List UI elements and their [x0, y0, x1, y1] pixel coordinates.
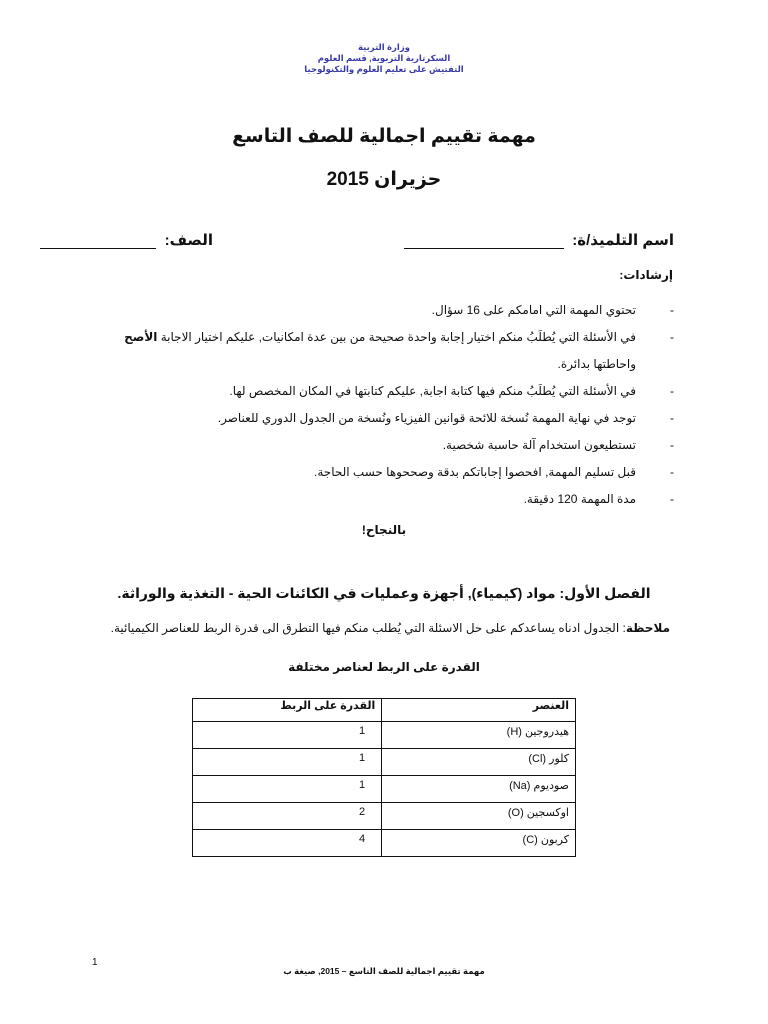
- instruction-item: - في الأسئلة التي يُطلَبُ منكم فيها كتابة اجابة, عليكم كتابتها في المكان المخصص لها.: [229, 384, 674, 398]
- instruction-continuation: واحاطتها بدائرة.: [557, 357, 636, 371]
- page-footer: مهمة تقييم اجمالية للصف التاسع – 2015, صيغة ب: [283, 966, 485, 976]
- instruction-item: - قبل تسليم المهمة, افحصوا إجاباتكم بدقة وصححوها حسب الحاجة.: [314, 465, 674, 479]
- element-cell: صوديوم (Na): [382, 776, 576, 803]
- instruction-item: - في الأسئلة التي يُطلَبُ منكم اختيار إجابة واحدة صحيحة من بين عدة امكانيات, عليكم اختيار الاجابة الأصح واحاطتها بدائرة.: [104, 324, 674, 378]
- instruction-text: تحتوي المهمة التي امامكم على 16 سؤال.: [431, 303, 636, 317]
- instruction-item: - مدة المهمة 120 دقيقة.: [523, 492, 674, 506]
- element-cell: كلور (Cl): [382, 749, 576, 776]
- class-field: [40, 231, 213, 249]
- instruction-item: - تستطيعون استخدام آلة حاسبة شخصية.: [442, 438, 674, 452]
- capacity-value: 2: [359, 806, 366, 818]
- column-header-capacity: القدرة على الربط: [193, 699, 382, 722]
- document-title: مهمة تقييم اجمالية للصف التاسع: [232, 126, 536, 147]
- capacity-cell: [193, 803, 382, 830]
- student-name-blank[interactable]: [404, 234, 564, 249]
- class-label: الصف:: [164, 232, 213, 249]
- instruction-text: توجد في نهاية المهمة نُسخة للائحة قوانين الفيزياء ونُسخة من الجدول الدوري للعناصر.: [217, 411, 636, 425]
- element-cell: اوكسجين (O): [382, 803, 576, 830]
- instruction-item: - توجد في نهاية المهمة نُسخة للائحة قوانين الفيزياء ونُسخة من الجدول الدوري للعناصر.: [217, 411, 674, 425]
- table-row: [193, 830, 576, 857]
- instruction-text: تستطيعون استخدام آلة حاسبة شخصية.: [442, 438, 636, 452]
- capacity-cell: [193, 830, 382, 857]
- instructions-heading: إرشادات:: [619, 268, 673, 282]
- capacity-cell: [193, 776, 382, 803]
- instruction-item: - تحتوي المهمة التي امامكم على 16 سؤال.: [431, 303, 674, 317]
- student-name-label: اسم التلميذ/ة:: [572, 232, 674, 249]
- capacity-cell: [193, 749, 382, 776]
- ministry-header: [0, 42, 768, 75]
- student-name-field: [404, 231, 674, 249]
- chapter-heading: الفصل الأول: مواد (كيمياء), أجهزة وعمليات في الكائنات الحية - التغذية والوراثة.: [117, 585, 651, 601]
- note-paragraph: [111, 621, 670, 635]
- element-cell: كربون (C): [382, 830, 576, 857]
- note-text: : الجدول ادناه يساعدكم على حل الاسئلة التي يُطلب منكم فيها التطرق الى قدرة الربط للعناصر الكيميائية.: [110, 621, 626, 635]
- column-header-element: العنصر: [382, 699, 576, 722]
- instruction-text: في الأسئلة التي يُطلَبُ منكم فيها كتابة اجابة, عليكم كتابتها في المكان المخصص لها.: [229, 384, 636, 398]
- table-title: القدرة على الربط لعناصر مختلفة: [288, 660, 480, 674]
- capacity-value: 4: [359, 833, 366, 845]
- document-date: حزيران 2015: [326, 169, 442, 190]
- page-number: 1: [92, 957, 98, 968]
- instructions-list: [104, 297, 674, 513]
- instruction-text: في الأسئلة التي يُطلَبُ منكم اختيار إجابة واحدة صحيحة من بين عدة امكانيات, عليكم اختيار الاجابة: [157, 330, 636, 344]
- good-luck-text: بالنجاح!: [361, 523, 407, 537]
- note-label: ملاحظة: [625, 621, 670, 635]
- table-row: [193, 776, 576, 803]
- header-line-inspection: التفتيش على تعليم العلوم والتكنولوجيا: [304, 64, 464, 74]
- table-row: [193, 722, 576, 749]
- capacity-cell: [193, 722, 382, 749]
- table-header-row: [193, 699, 576, 722]
- header-line-ministry: وزارة التربية: [357, 42, 411, 52]
- bonding-capacity-table: [192, 698, 576, 857]
- header-line-secretariat: السكرتارية التربوية, قسم العلوم: [317, 53, 451, 63]
- table-row: [193, 803, 576, 830]
- element-cell: هيدروجين (H): [382, 722, 576, 749]
- instruction-emphasis: الأصح: [124, 330, 158, 344]
- table-row: [193, 749, 576, 776]
- instruction-text: مدة المهمة 120 دقيقة.: [523, 492, 636, 506]
- capacity-value: 1: [359, 725, 366, 737]
- capacity-value: 1: [359, 752, 366, 764]
- class-blank[interactable]: [40, 234, 156, 249]
- capacity-value: 1: [359, 779, 366, 791]
- instruction-text: قبل تسليم المهمة, افحصوا إجاباتكم بدقة وصححوها حسب الحاجة.: [314, 465, 636, 479]
